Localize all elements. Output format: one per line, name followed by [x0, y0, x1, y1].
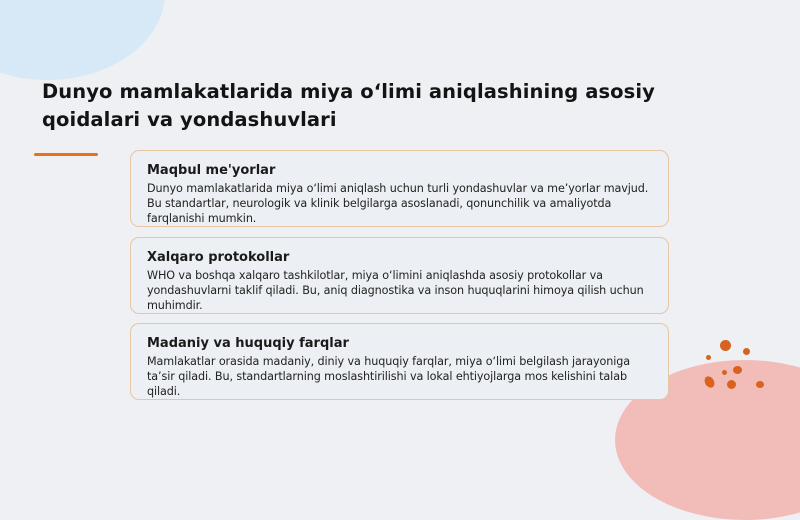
- decorative-dot: [756, 381, 764, 388]
- card-title: Xalqaro protokollar: [147, 250, 290, 265]
- card-text: Dunyo mamlakatlarida miya o‘limi aniqlash uchun turli yondashuvlar va me’yorlar mavjud. Bu standartlar, neurologik va klinik belgilarga asoslanadi, qonunchilik va amaliyotda farqlanishi mumkin.: [147, 182, 649, 225]
- decorative-dot: [720, 340, 731, 351]
- card-acceptable-norms: [130, 150, 669, 227]
- decorative-blue-blob: [0, 0, 165, 80]
- title-underline: [34, 153, 98, 156]
- card-international-protocols: [130, 237, 669, 314]
- card-text: Mamlakatlar orasida madaniy, diniy va huquqiy farqlar, miya o‘limi belgilash jarayoniga ta’sir qiladi. Bu, standartlarning moslashtirilishi va lokal ehtiyojlarga mos kelishini talab qiladi.: [147, 355, 631, 398]
- card-text: WHO va boshqa xalqaro tashkilotlar, miya o‘limini aniqlashda asosiy protokollar va yondashuvlarni taklif qiladi. Bu, aniq diagnostika va inson huquqlarini himoya qilish uchun muhimdir.: [147, 269, 644, 312]
- card-cultural-legal-differences: [130, 323, 669, 400]
- decorative-dot: [722, 370, 727, 375]
- decorative-dot: [727, 380, 736, 389]
- decorative-dot: [706, 355, 711, 360]
- slide-title: Dunyo mamlakatlarida miya o‘limi aniqlashining asosiy qoidalari va yondashuvlari: [42, 80, 655, 131]
- card-title: Madaniy va huquqiy farqlar: [147, 336, 349, 351]
- decorative-dot: [733, 366, 742, 374]
- card-title: Maqbul me'yorlar: [147, 163, 276, 178]
- decorative-dot: [743, 348, 750, 355]
